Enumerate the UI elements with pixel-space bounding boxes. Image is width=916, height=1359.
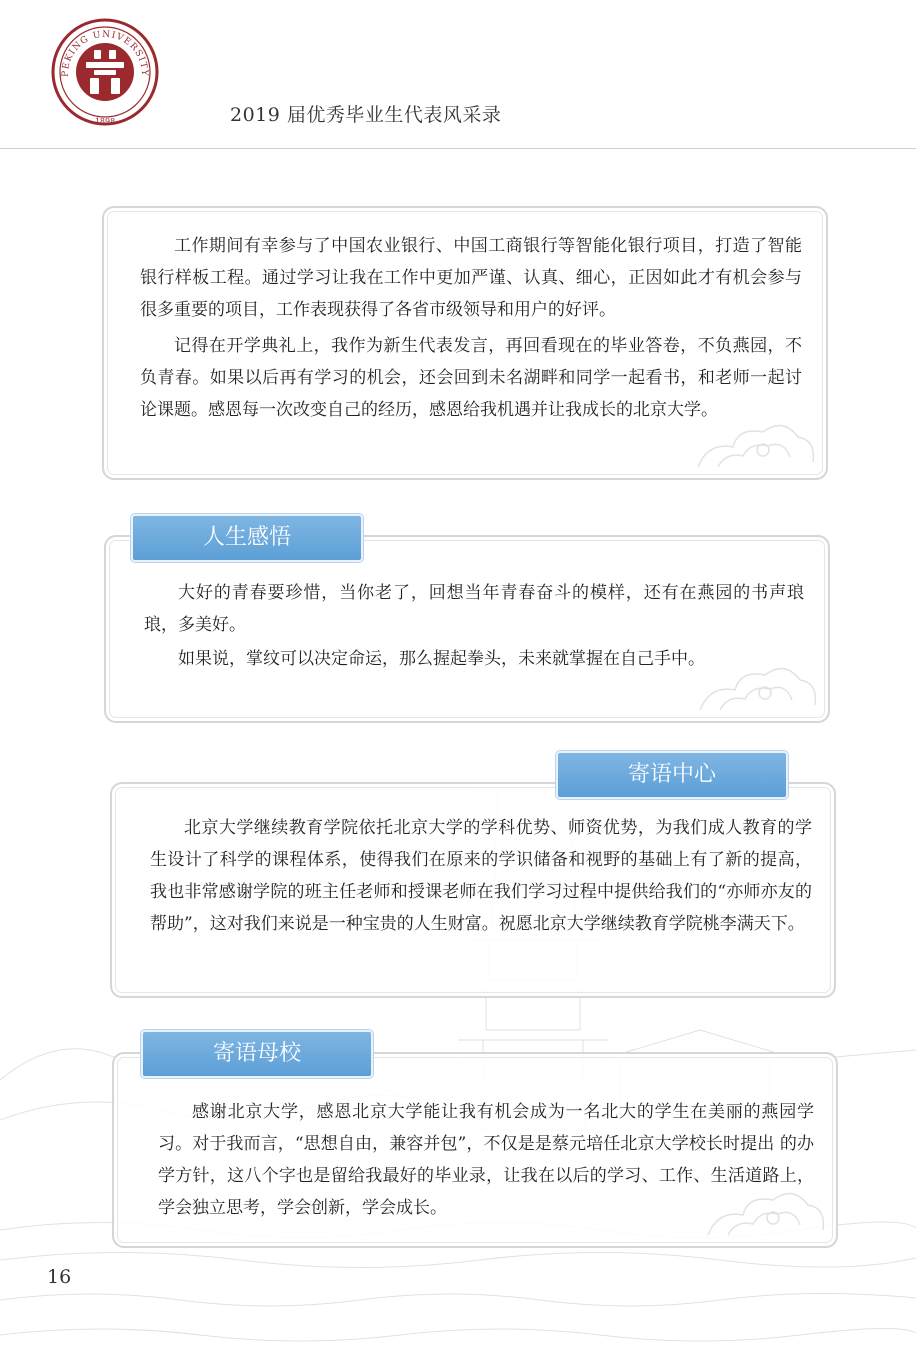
section-card-life-insight: [104, 535, 830, 723]
section-paragraph: 如果说，掌纹可以决定命运，那么握起拳头，未来就掌握在自己手中。: [178, 649, 705, 669]
page-number: 16: [47, 1266, 72, 1288]
section-card-message-center: [110, 782, 836, 998]
section-paragraph: 工作期间有幸参与了中国农业银行、中国工商银行等智能化银行项目，打造了智能银行样板工程。通过学习让我在工作中更加严谨、认真、细心，正因如此才有机会参与很多重要的项目，工作表现获得了各省市级领导和用户的好评。: [140, 236, 802, 320]
svg-text:1898: 1898: [94, 117, 116, 126]
section-card-message-alma-mater: [112, 1052, 838, 1248]
section-tag-message-alma-mater: 寄语母校: [141, 1030, 373, 1078]
svg-text:PEKING UNIVERSITY: PEKING UNIVERSITY: [60, 29, 150, 77]
header-divider: [0, 148, 916, 149]
section-paragraph: 大好的青春要珍惜，当你老了，回想当年青春奋斗的模样，还有在燕园的书声琅琅，多美好。: [144, 583, 804, 635]
header-title: 2019 届优秀毕业生代表风采录: [230, 104, 502, 126]
peking-university-seal-logo: [50, 12, 160, 130]
section-tag-message-center: 寄语中心: [556, 751, 788, 799]
section-paragraph: 感谢北京大学，感恩北京大学能让我有机会成为一名北大的学生在美丽的燕园学习。对于我而言，“思想自由，兼容并包”，不仅是是蔡元培任北京大学校长时提出 的办学方针，这八个字也是留给我最好的毕业录，让我在以后的学习、工作、生活道路上，学会独立思考，学会创新，学会成长。: [158, 1102, 814, 1218]
section-paragraph: 北京大学继续教育学院依托北京大学的学科优势、师资优势，为我们成人教育的学生设计了科学的课程体系，使得我们在原来的学识储备和视野的基础上有了新的提高，我也非常感谢学院的班主任老师和授课老师在我们学习过程中提供给我们的“亦师亦友的帮助”，这对我们来说是一种宝贵的人生财富。祝愿北京大学继续教育学院桃李满天下。: [150, 818, 812, 934]
section-paragraph: 记得在开学典礼上，我作为新生代表发言，再回看现在的毕业答卷，不负燕园，不负青春。如果以后再有学习的机会，还会回到未名湖畔和同学一起看书，和老师一起讨论课题。感恩每一次改变自己的经历，感恩给我机遇并让我成长的北京大学。: [140, 336, 802, 420]
section-tag-life-insight: 人生感悟: [131, 514, 363, 562]
section-card-work: [102, 206, 828, 480]
